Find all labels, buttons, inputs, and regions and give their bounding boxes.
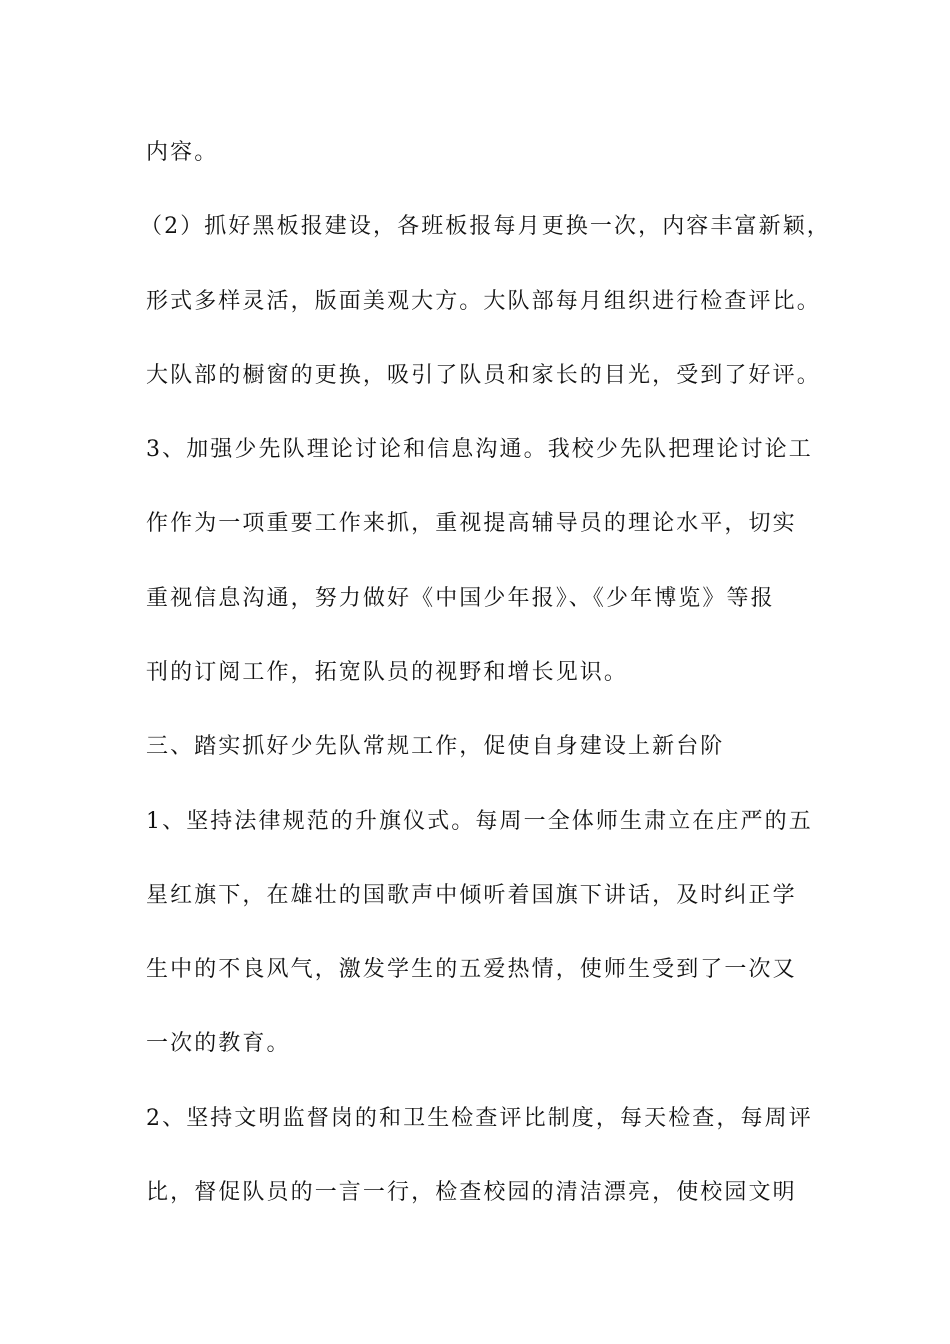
text-line: 大队部的橱窗的更换，吸引了队员和家长的目光，受到了好评。 (146, 363, 821, 388)
text-line: 3、加强少先队理论讨论和信息沟通。我校少先队把理论讨论工 (146, 437, 813, 462)
text-line: 作作为一项重要工作来抓，重视提高辅导员的理论水平，切实 (146, 511, 797, 536)
text-line: 比，督促队员的一言一行，检查校园的清洁漂亮，使校园文明 (146, 1180, 797, 1205)
text-line: 星红旗下，在雄壮的国歌声中倾听着国旗下讲话，及时纠正学 (146, 883, 797, 908)
text-line: 2、坚持文明监督岗的和卫生检查评比制度，每天检查，每周评 (146, 1106, 813, 1131)
text-line: 内容。 (146, 140, 219, 165)
text-line: 生中的不良风气，激发学生的五爱热情，使师生受到了一次又 (146, 957, 797, 982)
text-line: 1、坚持法律规范的升旗仪式。每周一全体师生肃立在庄严的五 (146, 809, 813, 834)
text-line: 重视信息沟通，努力做好《中国少年报》、《少年博览》等报 (146, 586, 775, 611)
text-line: 一次的教育。 (146, 1031, 291, 1056)
section-heading: 三、踏实抓好少先队常规工作，促使自身建设上新台阶 (146, 734, 725, 759)
text-line: 刊的订阅工作，拓宽队员的视野和增长见识。 (146, 660, 629, 685)
text-line: （2）抓好黑板报建设，各班板报每月更换一次，内容丰富新颖， (140, 214, 831, 239)
text-line: 形式多样灵活，版面美观大方。大队部每月组织进行检查评比。 (146, 289, 821, 314)
